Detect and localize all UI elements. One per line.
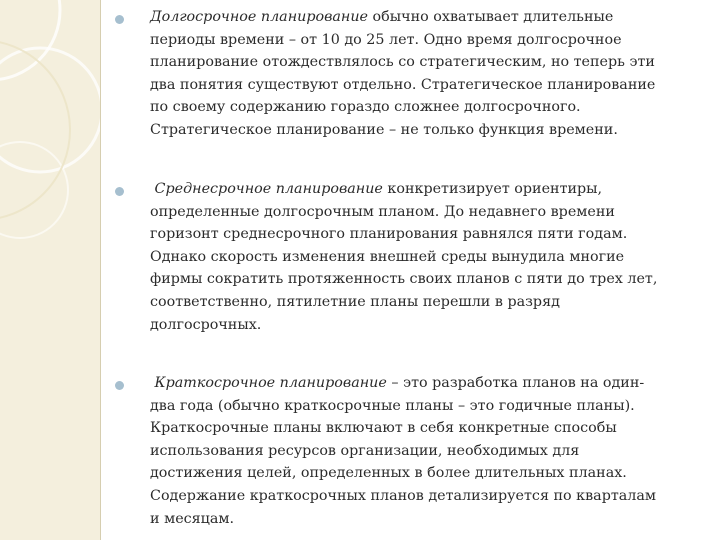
text-line: планирование отождествлялось со стратегическим, но теперь эти [150,54,655,71]
text-line: Однако скорость изменения внешней среды вынудила многие [150,248,625,265]
bullet-icon [115,187,124,196]
text-line: достижения целей, определенных в более длительных планах. [150,465,627,482]
text-line: определенные долгосрочным планом. До недавнего времени [150,203,615,220]
term-short-term: Краткосрочное планирование [154,375,387,391]
text-line: два понятия существуют отдельно. Стратегическое планирование [150,76,656,93]
text-line: горизонт среднесрочного планирования равнялся пяти годам. [150,226,628,243]
text-line: по своему содержанию гораздо сложнее долгосрочного. [150,99,581,116]
text-line: и месяцам. [150,510,235,527]
decorative-circles-icon [0,0,100,540]
text-line: фирмы сократить протяженность своих планов с пяти до трех лет, [150,271,658,288]
decorative-side-panel [0,0,100,540]
text-line: – это разработка планов на один- [386,375,645,391]
bullet-icon [115,15,124,24]
text-line: соответственно, пятилетние планы перешли в разряд [150,293,560,310]
text-line: два года (обычно краткосрочные планы – это годичные планы). [150,397,635,414]
text-line: Содержание краткосрочных планов детализируется по кварталам [150,487,657,504]
text-line: конкретизирует ориентиры, [382,181,603,197]
paragraph-mid-term [150,178,710,336]
text-line: использования ресурсов организации, необходимых для [150,442,580,459]
panel-divider [100,0,101,540]
paragraph-long-term [150,6,710,142]
paragraph-short-term [150,372,710,530]
text-line: долгосрочных. [150,316,262,333]
bullet-icon [115,381,124,390]
text-line: Краткосрочные планы включают в себя конкретные способы [150,420,617,437]
text-line: периоды времени – от 10 до 25 лет. Одно время долгосрочное [150,31,622,48]
term-mid-term: Среднесрочное планирование [154,181,383,197]
term-long-term: Долгосрочное планирование [150,9,369,25]
text-line: обычно охватывает длительные [368,9,614,25]
text-line: Стратегическое планирование – не только функция времени. [150,121,618,138]
